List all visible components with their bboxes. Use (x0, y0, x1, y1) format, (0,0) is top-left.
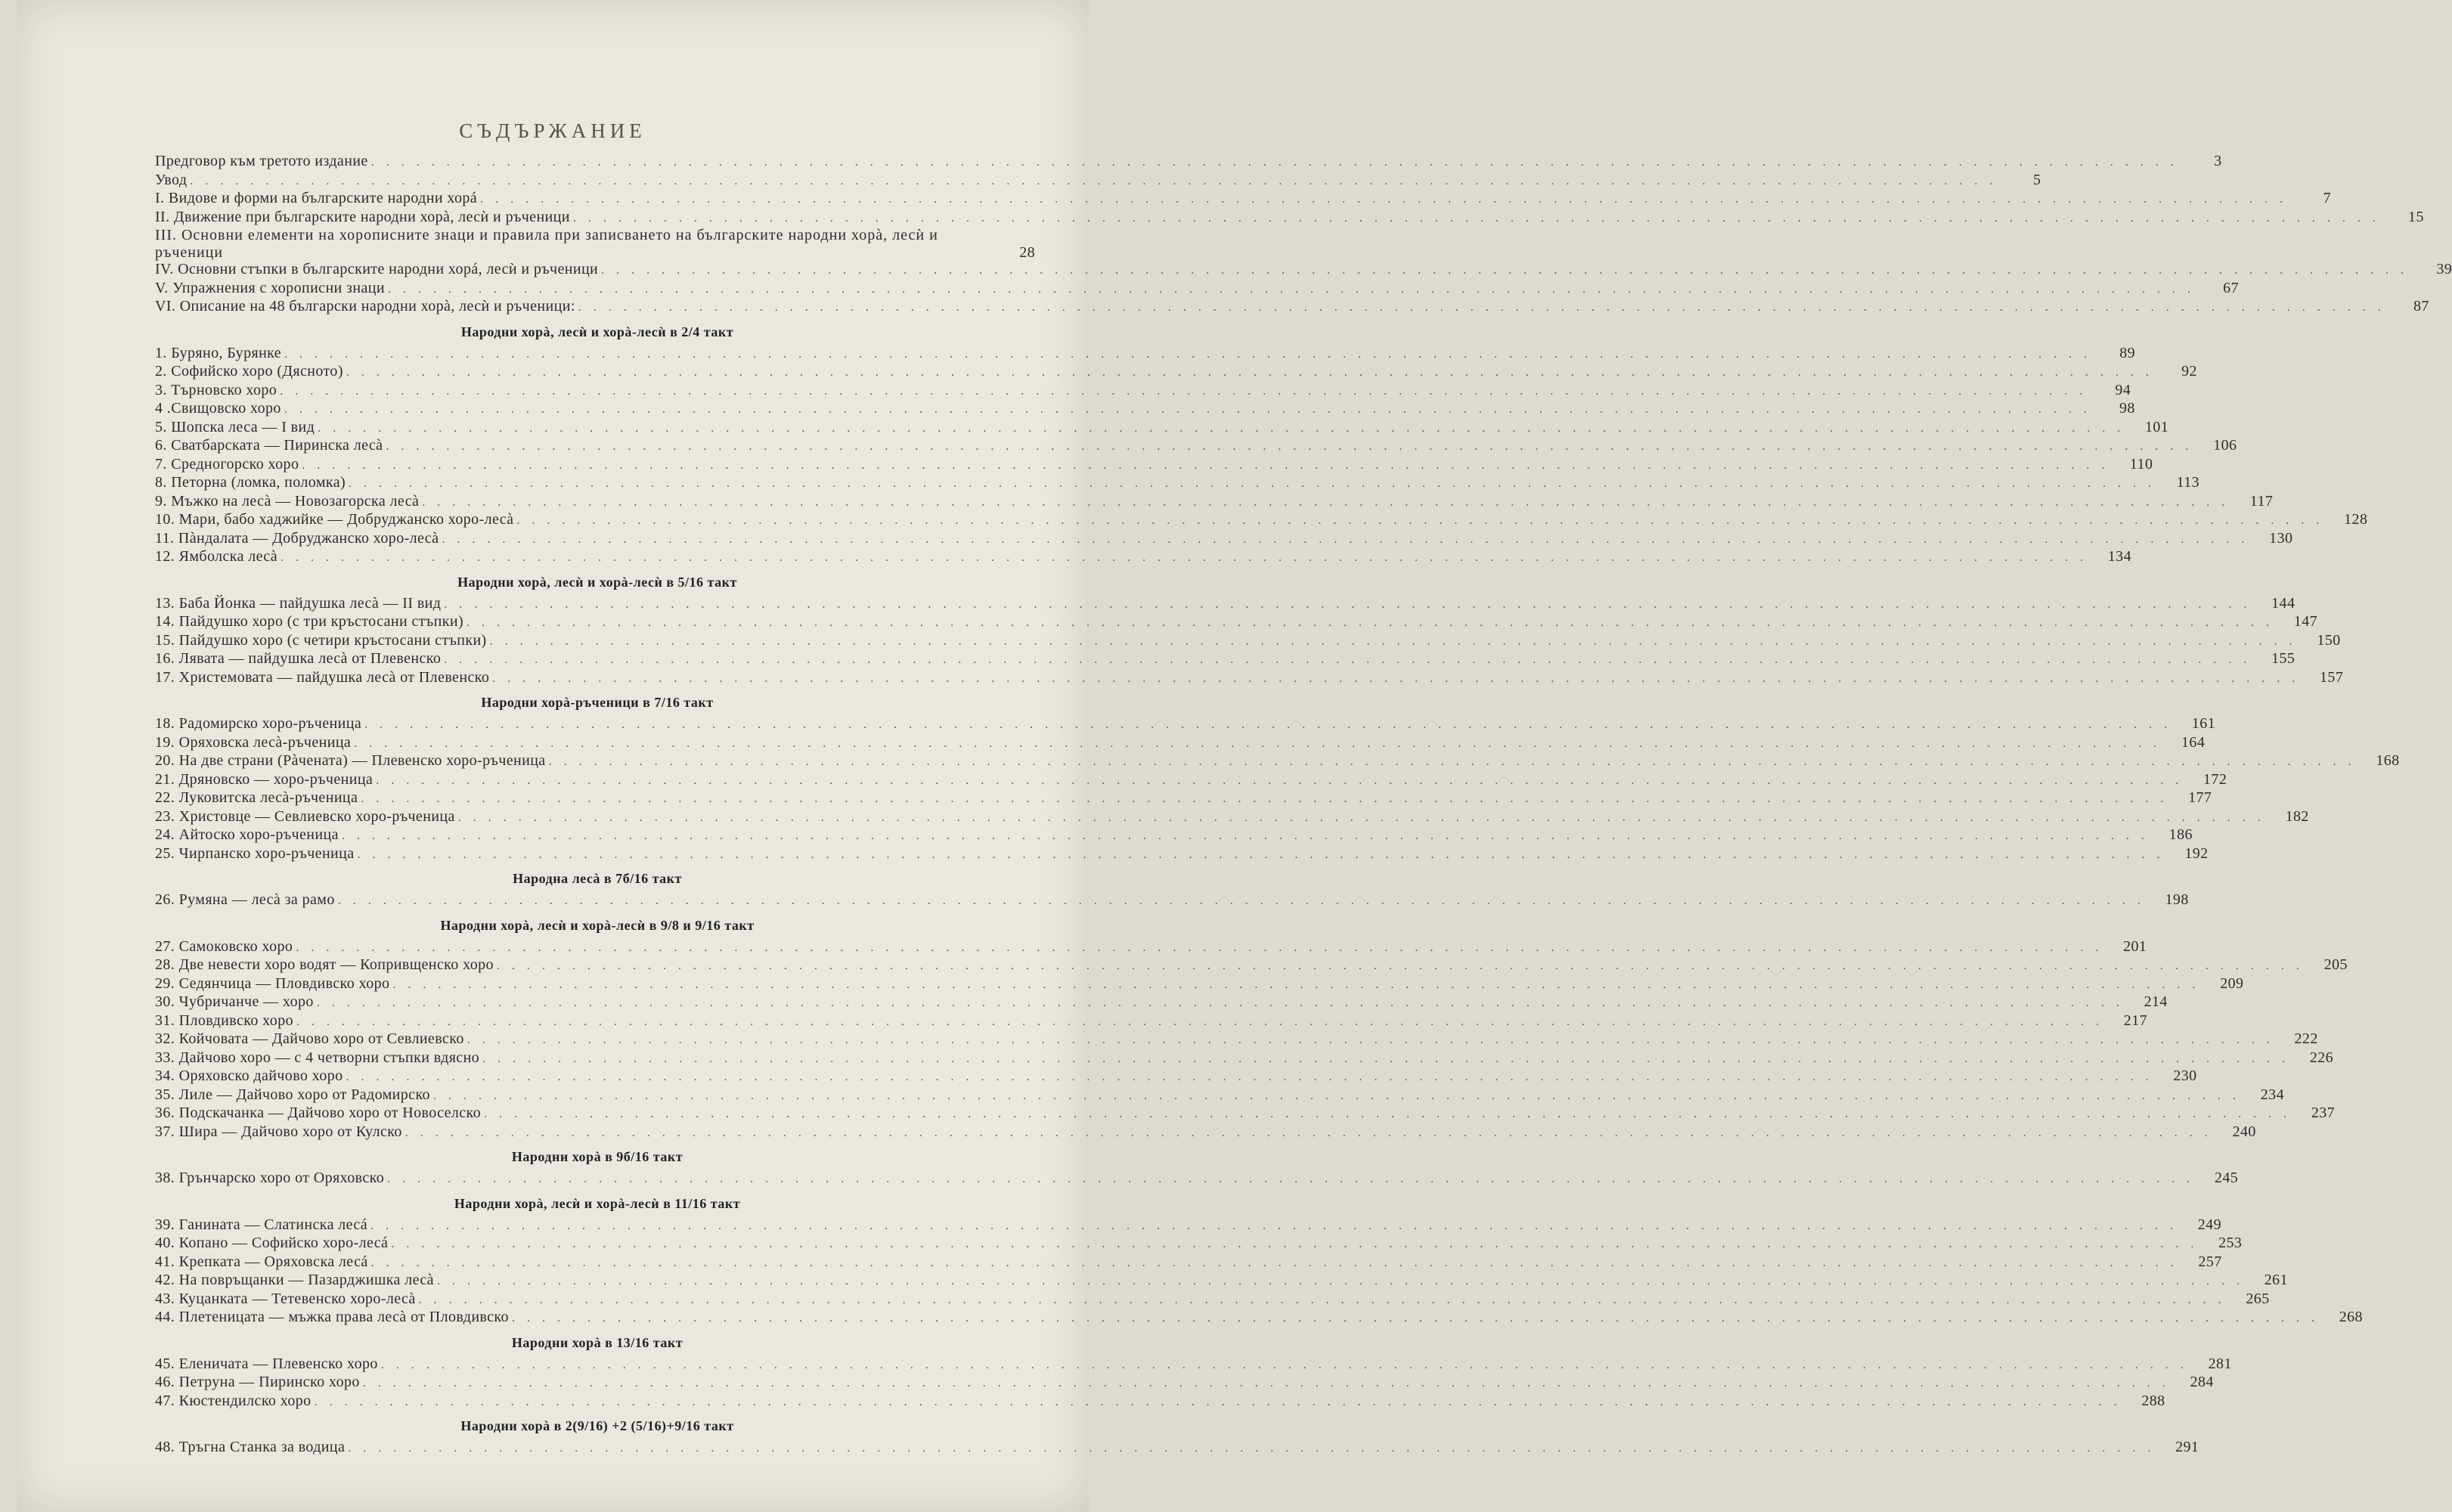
toc-entry-title: 48. Тръгна Станка за водица (155, 1439, 346, 1455)
dot-leader: . . . . . . . . . . . . . . . . . . . . . . . . . . . . . . . . . . . . . . . . . . . . . . . . . . . . . . . . . . . . . . . . . . . . . . . . . . . . . . . . . . . . . . . . . . . . . . . . . . . . . . . . . . . . . . . . . . . . . . . . (337, 894, 2145, 907)
toc-entry (155, 752, 2400, 771)
toc-entry (155, 511, 2368, 530)
toc-entry-title: 42. На повръщанки — Пазарджишка лесà (155, 1272, 434, 1288)
toc-entry (155, 261, 2452, 280)
toc-entry-title: 19. Оряховска лесà-ръченица (155, 733, 352, 751)
toc-entry-page: 110 (2129, 455, 2153, 472)
toc-entry-title: 15. Пайдушко хоро (с четири кръстосани стъпки) (155, 631, 487, 649)
dot-leader: . . . . . . . . . . . . . . . . . . . . . . . . . . . . . . . . . . . . . . . . . . . . . . . . . . . . . . . . . . . . . . . . . . . . . . . . . . . . . . . . . . . . . . . . . . . . . . . . . . . . . . . . . . . . . . . . . . . . . . . . (418, 1293, 2226, 1306)
toc-entry-page: 128 (2344, 511, 2368, 528)
dot-leader: . . . . . . . . . . . . . . . . . . . . . . . . . . . . . . . . . . . . . . . . . . . . . . . . . . . . . . . . . . . . . . . . . . . . . . . . . . . . . . . . . . . . . . . . . . . . . . . . . . . . . . . . . . . . . . . . . . . . . . . . (341, 829, 2149, 842)
toc-entry-page: 161 (2191, 715, 2216, 732)
toc-entry-title: 27. Самоковско хоро (155, 937, 293, 955)
toc-entry-page: 92 (2181, 363, 2197, 380)
dot-leader: . . . . . . . . . . . . . . . . . . . . . . . . . . . . . . . . . . . . . . . . . . . . . . . . . . . . . . . . . . . . . . . . . . . . . . . . . . . . . . . . . . . . . . . . . . . . . . . . . . . . . . . . . . . . . . . . . . . . . . . . (190, 174, 1998, 187)
dot-leader: . . . . . . . . . . . . . . . . . . . . . . . . . . . . . . . . . . . . . . . . . . . . . . . . . . . . . . . . . . . . . . . . . . . . . . . . . . . . . . . . . . . . . . . . . . . . . . . . . . . . . . . . . . . . . . . . . . . . . . . . (361, 792, 2168, 805)
toc-entry-title: III. Основни елементи на хорописните знаци и правила при записването на българските народни хорà, лесѝ и ръченици (155, 227, 938, 261)
dot-leader: . . . . . . . . . . . . . . . . . . . . . . . . . . . . . . . . . . . . . . . . . . . . . . . . . . . . . . . . . . . . . . . . . . . . . . . . . . . . . . . . . . . . . . . . . . . . . . . . . . . . . . . . . . . . . . . . . . . . . . . . (432, 1089, 2240, 1102)
toc-entry-page: 67 (2223, 279, 2239, 296)
toc-entry-title: Предговор към третото издание (155, 153, 368, 169)
toc-entry-title: 10. Мари, бабо хаджийке — Добруджанско хоро-лесà (155, 511, 514, 528)
section-heading: Народни хорà-ръченици в 7/16 такт (481, 695, 714, 710)
toc-entry-title: 14. Пайдушко хоро (с три кръстосани стъпки) (155, 613, 464, 630)
toc-entry (155, 1170, 2239, 1188)
dot-leader: . . . . . . . . . . . . . . . . . . . . . . . . . . . . . . . . . . . . . . . . . . . . . . . . . . . . . . . . . . . . . . . . . . . . . . . . . . . . . . . . . . . . . . . . . . . . . . . . . . . . . . . . . . . . . . . . . . . . . . . . (482, 1052, 2290, 1065)
toc-entry-title: 37. Шира — Дайчово хоро от Кулско (155, 1123, 402, 1140)
toc-entry (155, 437, 2237, 456)
toc-entry-title: 7. Средногорско хоро (155, 455, 299, 472)
toc-entry-title: V. Упражнения с хорописни знаци (155, 279, 385, 296)
toc-entry (155, 594, 2295, 614)
toc-entry-page: 240 (2232, 1123, 2256, 1140)
toc-entry (155, 279, 2239, 299)
toc-entry-page: 192 (2184, 844, 2209, 862)
toc-entry-title: 22. Луковитска лесà-ръченица (155, 789, 358, 806)
dot-leader: . . . . . . . . . . . . . . . . . . . . . . . . . . . . . . . . . . . . . . . . . . . . . . . . . . . . . . . . . . . . . . . . . . . . . . . . . . . . . . . . . . . . . . . . . . . . . . . . . . . . . . . . . . . . . . . . . . . . . . . . (376, 773, 2184, 787)
toc-entry (155, 807, 2309, 827)
toc-entry (155, 381, 2131, 401)
toc-entry-title: 24. Айтоско хоро-ръченица (155, 826, 339, 843)
toc-entry (155, 826, 2193, 845)
toc-entry-title: 3. Търновско хоро (155, 381, 277, 398)
toc-entry (155, 455, 2153, 475)
toc-entry-page: 281 (2208, 1355, 2232, 1372)
toc-entry-page: 144 (2271, 594, 2295, 612)
toc-entry-page: 230 (2173, 1067, 2197, 1084)
toc-entry-page: 245 (2214, 1170, 2239, 1186)
toc-entry (155, 993, 2168, 1012)
section-heading: Народни хорà, лесѝ и хорà-лесѝ в 2/4 такт (460, 324, 734, 339)
dot-leader: . . . . . . . . . . . . . . . . . . . . . . . . . . . . . . . . . . . . . . . . . . . . . . . . . . . . . . . . . . . . . . . . . . . . . . . . . . . . . . . . . . . . . . . . . . . . . . . . . . . . . . . . . . . . . . . . . . . . . . . . (357, 847, 2165, 861)
toc-entry (155, 1272, 2288, 1290)
dot-leader: . . . . . . . . . . . . . . . . . . . . . . . . . . . . . . . . . . . . . . . . . . . . . . . . . . . . . . . . . . . . . . . . . . . . . . . . . . . . . . . . . . . . . . . . . . . . . . . . . . . . . . . . . . . . . . . . . . . . . . . . (354, 736, 2162, 750)
toc-entry-page: 234 (2260, 1086, 2284, 1103)
toc-entry-page: 7 (2323, 190, 2332, 206)
dot-leader: . . . . . . . . . . . . . . . . . . . . . . . . . . . . . . . . . . . . . . . . . . . . . . . . . . . . . . . . . . . . . . . . . . . . . . . . . . . . . . . . . . . . . . . . . . . . . . . . . . . . . . . . . . . . . . . . . . . . . . . . (457, 810, 2265, 824)
dot-leader: . . . . . . . . . . . . . . . . . . . . . . . . . . . . . . . . . . . . . . . . . . . . . . . . . . . . . . . . . . . . . . . . . . . . . . . . . . . . . . . . . . . . . . . . . . . . . . . . . . . . . . . . . . . . . . . . . . . . . . . . (370, 1219, 2178, 1232)
toc-entry-title: 4 .Свищовско хоро (155, 400, 281, 417)
toc-entry-page: 237 (2311, 1105, 2336, 1121)
toc-entry-page: 87 (2413, 298, 2429, 314)
dot-leader: . . . . . . . . . . . . . . . . . . . . . . . . . . . . . . . . . . . . . . . . . . . . . . . . . . . . . . . . . . . . . . . . . . . . . . . . . . . . . . . . . . . . . . . . . . . . . . . . . . . . . . . . . . . . . . . . . . . . . . . . (484, 1108, 2292, 1120)
toc-entry-page: 284 (2190, 1374, 2214, 1390)
toc-entry (155, 650, 2295, 669)
toc-entry-title: I. Видове и форми на българските народни хорá (155, 190, 478, 206)
dot-leader: . . . . . . . . . . . . . . . . . . . . . . . . . . . . . . . . . . . . . . . . . . . . . . . . . . . . . . . . . . . . . . . . . . . . . . . . . . . . . . . . . . . . . . . . . . . . . . . . . . . . . . . . . . . . . . . . . . . . . . . . (422, 495, 2230, 509)
dot-leader: . . . . . . . . . . . . . . . . . . . . . . . . . . . . . . . . . . . . . . . . . . . . . . . . . . . . . . . . . . . . . . . . . . . . . . . . . . . . . . . . . . . . . . . . . . . . . . . . . . . . . . . . . . . . . . . . . . . . . . . . (380, 1358, 2188, 1371)
dot-leader: . . . . . . . . . . . . . . . . . . . . . . . . . . . . . . . . . . . . . . . . . . . . . . . . . . . . . . . . . . . . . . . . . . . . . . . . . . . . . . . . . . . . . . . . . . . . . . . . . . . . . . . . . . . . . . . . . . . . . . . . (467, 1033, 2274, 1046)
toc-entry (155, 1012, 2147, 1031)
toc-entry (155, 474, 2200, 493)
toc-entry (155, 733, 2206, 753)
toc-entry (155, 492, 2274, 512)
dot-leader: . . . . . . . . . . . . . . . . . . . . . . . . . . . . . . . . . . . . . . . . . . . . . . . . . . . . . . . . . . . . . . . . . . . . . . . . . . . . . . . . . . . . . . . . . . . . . . . . . . . . . . . . . . . . . . . . . . . . . . . . (444, 597, 2252, 611)
toc-entry-page: 98 (2119, 400, 2135, 417)
toc-entry-title: 23. Христовце — Севлиевско хоро-ръченица (155, 807, 455, 825)
toc-entry (155, 208, 2424, 228)
toc-entry-title: 33. Дайчово хоро — с 4 четворни стъпки вдясно (155, 1049, 480, 1066)
toc-entry (155, 153, 2222, 172)
toc-entry-title: 2. Софийско хоро (Дясното) (155, 363, 343, 380)
toc-entry-page: 253 (2218, 1235, 2243, 1251)
dot-leader: . . . . . . . . . . . . . . . . . . . . . . . . . . . . . . . . . . . . . . . . . . . . . . . . . . . . . . . . . . . . . . . . . . . . . . . . . . . . . . . . . . . . . . . . . . . . . . . . . . . . . . . . . . . . . . . . . . . . . . . . (280, 384, 2088, 398)
toc-entry-page: 130 (2269, 529, 2293, 547)
toc-entry (155, 1309, 2363, 1328)
dot-leader: . . . . . . . . . . . . . . . . . . . . . . . . . . . . . . . . . . . . . . . . . . . . . . . . . . . . . . . . . . . . . . . . . . . . . . . . . . . . . . . . . . . . . . . . . . . . . . . . . . . . . . . . . . . . . . . . . . . . . . . . (511, 1312, 2319, 1325)
toc-entry-title: 34. Оряховско дайчово хоро (155, 1067, 343, 1084)
toc-entry-page: 201 (2123, 937, 2147, 955)
toc-entry-title: 36. Подскачанка — Дайчово хоро от Новоселско (155, 1105, 482, 1121)
toc-entry-title: VI. Описание на 48 български народни хорà, лесѝ и ръченици: (155, 298, 575, 314)
toc-entry-page: 182 (2285, 807, 2309, 825)
toc-entry-page: 198 (2165, 891, 2189, 908)
toc-entry-title: 35. Лиле — Дайчово хоро от Радомирско (155, 1086, 430, 1103)
toc-entry-page: 89 (2119, 344, 2136, 361)
toc-entry-title: 41. Крепката — Оряховска лесá (155, 1253, 368, 1270)
toc-entry (155, 891, 2189, 910)
toc-entry-title: 9. Мъжко на лесà — Новозагорска лесà (155, 492, 420, 510)
dot-leader: . . . . . . . . . . . . . . . . . . . . . . . . . . . . . . . . . . . . . . . . . . . . . . . . . . . . . . . . . . . . . . . . . . . . . . . . . . . . . . . . . . . . . . . . . . . . . . . . . . . . . . . . . . . . . . . . . . . . . . . . (444, 653, 2252, 666)
toc-entry-title: 8. Петорна (ломка, поломка) (155, 474, 346, 491)
toc-entry-title: 17. Христемовата — пайдушка лесà от Плевенско (155, 668, 490, 686)
toc-entry (155, 363, 2197, 382)
toc-entry (155, 844, 2209, 864)
dot-leader: . . . . . . . . . . . . . . . . . . . . . . . . . . . . . . . . . . . . . . . . . . . . . . . . . . . . . . . . . . . . . . . . . . . . . . . . . . . . . . . . . . . . . . . . . . . . . . . . . . . . . . . . . . . . . . . . . . . . . . . . (405, 1126, 2212, 1139)
toc-entry-page: 5 (2033, 171, 2041, 188)
section-heading: Народни хорà в 9б/16 такт (511, 1149, 684, 1164)
toc-entry-title: 30. Чубричанче — хоро (155, 993, 314, 1010)
toc-entry (155, 418, 2169, 438)
dot-leader: . . . . . . . . . . . . . . . . . . . . . . . . . . . . . . . . . . . . . . . . . . . . . . . . . . . . . . . . . . . . . . . . . . . . . . . . . . . . . . . . . . . . . . . . . . . . . . . . . . . . . . . . . . . . . . . . . . . . . . . . (284, 403, 2091, 416)
toc-entry-title: 38. Грънчарско хоро от Оряховско (155, 1170, 385, 1186)
toc-entry-page: 265 (2246, 1290, 2270, 1307)
dot-leader: . . . . . . . . . . . . . . . . . . . . . . . . . . . . . . . . . . . . . . . . . . . . . . . . . . . . . . . . . . . . . . . . . . . . . . . . . . . . . . . . . . . . . . . . . . . . . . . . . . . . . . . . . . . . . . . . . . . . . . . . (467, 616, 2274, 629)
toc-entry-page: 134 (2107, 548, 2131, 565)
toc-entry-title: 13. Баба Йонка — пайдушка лесà — II вид (155, 594, 442, 612)
dot-leader: . . . . . . . . . . . . . . . . . . . . . . . . . . . . . . . . . . . . . . . . . . . . . . . . . . . . . . . . . . . . . . . . . . . . . . . . . . . . . . . . . . . . . . . . . . . . . . . . . . . . . . . . . . . . . . . . . . . . . . . . (492, 671, 2300, 685)
toc-entry-page: 268 (2339, 1309, 2363, 1325)
toc-entry (155, 1086, 2284, 1105)
toc-entry-title: 45. Еленичата — Плевенско хоро (155, 1355, 378, 1372)
toc-entry-title: IV. Основни стъпки в българските народни хорá, лесѝ и ръченици (155, 261, 599, 277)
toc-entry (155, 298, 2429, 317)
section-heading: Народни хорà, лесѝ и хорà-лесѝ в 5/16 такт (457, 574, 737, 590)
dot-leader: . . . . . . . . . . . . . . . . . . . . . . . . . . . . . . . . . . . . . . . . . . . . . . . . . . . . . . . . . . . . . . . . . . . . . . . . . . . . . . . . . . . . . . . . . . . . . . . . . . . . . . . . . . . . . . . . . . . . . . . . (392, 978, 2200, 991)
toc-entry (155, 770, 2227, 790)
toc-entry-page: 222 (2294, 1030, 2318, 1047)
section-heading: Народни хорà в 2(9/16) +2 (5/16)+9/16 такт (460, 1418, 734, 1433)
dot-leader: . . . . . . . . . . . . . . . . . . . . . . . . . . . . . . . . . . . . . . . . . . . . . . . . . . . . . . . . . . . . . . . . . . . . . . . . . . . . . . . . . . . . . . . . . . . . . . . . . . . . . . . . . . . . . . . . . . . . . . . . (296, 1015, 2103, 1028)
toc-entry-page: 3 (2214, 153, 2222, 169)
toc-entry (155, 529, 2293, 549)
toc-entry-title: 12. Ямболска лесà (155, 548, 277, 565)
dot-leader: . . . . . . . . . . . . . . . . . . . . . . . . . . . . . . . . . . . . . . . . . . . . . . . . . . . . . . . . . . . . . . . . . . . . . . . . . . . . . . . . . . . . . . . . . . . . . . . . . . . . . . . . . . . . . . . . . . . . . . . . (489, 634, 2297, 648)
dot-leader: . . . . . . . . . . . . . . . . . . . . . . . . . . . . . . . . . . . . . . . . . . . . . . . . . . . . . . . . . . . . . . . . . . . . . . . . . . . . . . . . . . . . . . . . . . . . . . . . . . . . . . . . . . . . . . . . . . . . . . . . (349, 477, 2156, 490)
dot-leader: . . . . . . . . . . . . . . . . . . . . . . . . . . . . . . . . . . . . . . . . . . . . . . . . . . . . . . . . . . . . . . . . . . . . . . . . . . . . . . . . . . . . . . . . . . . . . . . . . . . . . . . . . . . . . . . . . . . . . . . . (387, 282, 2195, 296)
dot-leader: . . . . . . . . . . . . . . . . . . . . . . . . . . . . . . . . . . . . . . . . . . . . . . . . . . . . . . . . . . . . . . . . . . . . . . . . . . . . . . . . . . . . . . . . . . . . . . . . . . . . . . . . . . . . . . . . . . . . . . . . (296, 940, 2103, 954)
dot-leader: . . . . . . . . . . . . . . . . . . . . . . . . . . . . . . . . . . . . . . . . . . . . . . . . . . . . . . . . . . . . . . . . . . . . . . . . . . . . . . . . . . . . . . . . . . . . . . . . . . . . . . . . . . . . . . . . . . . . . . . . (516, 514, 2324, 527)
toc-entry-page: 291 (2175, 1439, 2199, 1455)
dot-leader: . . . . . . . . . . . . . . . . . . . . . . . . . . . . . . . . . . . . . . . . . . . . . . . . . . . . . . . . . . . . . . . . . . . . . . . . . . . . . . . . . . . . . . . . . . . . . . . . . . . . . . . . . . . . . . . . . . . . . . . . (370, 1256, 2178, 1269)
toc-entry-title: 29. Седянчица — Пловдивско хоро (155, 974, 390, 992)
toc-entry-title: II. Движение при българските народни хорà, лесѝ и ръченици (155, 208, 570, 225)
dot-leader: . . . . . . . . . . . . . . . . . . . . . . . . . . . . . . . . . . . . . . . . . . . . . . . . . . . . . . . . . . . . . . . . . . . . . . . . . . . . . . . . . . . . . . . . . . . . . . . . . . . . . . . . . . . . . . . . . . . . . . . . (442, 532, 2249, 546)
toc-entry (155, 1123, 2256, 1142)
table-of-contents (155, 153, 2452, 1458)
toc-entry-title: 5. Шопска леса — I вид (155, 418, 315, 435)
dot-leader: . . . . . . . . . . . . . . . . . . . . . . . . . . . . . . . . . . . . . . . . . . . . . . . . . . . . . . . . . . . . . . . . . . . . . . . . . . . . . . . . . . . . . . . . . . . . . . . . . . . . . . . . . . . . . . . . . . . . . . . . (496, 959, 2304, 972)
toc-entry-page: 261 (2264, 1272, 2288, 1288)
toc-entry-page: 15 (2408, 208, 2424, 225)
toc-entry-title: 31. Пловдивско хоро (155, 1012, 293, 1029)
toc-entry-page: 249 (2197, 1216, 2221, 1233)
dot-leader: . . . . . . . . . . . . . . . . . . . . . . . . . . . . . . . . . . . . . . . . . . . . . . . . . . . . . . . . . . . . . . . . . . . . . . . . . . . . . . . . . . . . . . . . . . . . . . . . . . . . . . . . . . . . . . . . . . . . . . . . (387, 1173, 2195, 1185)
toc-entry (155, 956, 2348, 975)
toc-entry (155, 1105, 2336, 1123)
toc-entry-page: 186 (2168, 826, 2193, 843)
toc-entry-page: 217 (2123, 1012, 2147, 1029)
toc-entry-page: 226 (2309, 1049, 2334, 1066)
toc-entry-page: 209 (2220, 974, 2244, 992)
toc-entry-page: 177 (2188, 789, 2212, 806)
toc-entry (155, 171, 2041, 191)
toc-entry-title: Увод (155, 171, 188, 188)
dot-leader: . . . . . . . . . . . . . . . . . . . . . . . . . . . . . . . . . . . . . . . . . . . . . . . . . . . . . . . . . . . . . . . . . . . . . . . . . . . . . . . . . . . . . . . . . . . . . . . . . . . . . . . . . . . . . . . . . . . . . . . . (391, 1238, 2199, 1250)
toc-entry-title: 16. Лявата — пайдушка лесà от Плевенско (155, 650, 442, 667)
toc-entry-page: 117 (2249, 492, 2274, 510)
toc-entry (155, 1290, 2270, 1309)
toc-entry-page: 214 (2144, 993, 2168, 1010)
toc-entry (155, 668, 2344, 688)
toc-entry (155, 937, 2147, 957)
dot-leader: . . . . . . . . . . . . . . . . . . . . . . . . . . . . . . . . . . . . . . . . . . . . . . . . . . . . . . . . . . . . . . . . . . . . . . . . . . . . . . . . . . . . . . . . . . . . . . . . . . . . . . . . . . . . . . . . . . . . . . . . (302, 458, 2109, 472)
toc-entry-page: 113 (2176, 474, 2200, 491)
toc-entry (155, 400, 2135, 419)
toc-entry-title: 25. Чирпанско хоро-ръченица (155, 844, 355, 862)
toc-entry (155, 1355, 2232, 1374)
book-page (17, 0, 2452, 1512)
toc-entry (155, 631, 2341, 651)
toc-entry (155, 613, 2318, 632)
dot-leader: . . . . . . . . . . . . . . . . . . . . . . . . . . . . . . . . . . . . . . . . . . . . . . . . . . . . . . . . . . . . . . . . . . . . . . . . . . . . . . . . . . . . . . . . . . . . . . . . . . . . . . . . . . . . . . . . . . . . . . . . (316, 996, 2124, 1009)
toc-entry (155, 1392, 2165, 1411)
dot-leader: . . . . . . . . . . . . . . . . . . . . . . . . . . . . . . . . . . . . . . . . . . . . . . . . . . . . . . . . . . . . . . . . . . . . . . . . . . . . . . . . . . . . . . . . . . . . . . . . . . . . . . . . . . . . . . . . . . . . . . . . (348, 1442, 2156, 1455)
dot-leader: . . . . . . . . . . . . . . . . . . . . . . . . . . . . . . . . . . . . . . . . . . . . . . . . . . . . . . . . . . . . . . . . . . . . . . . . . . . . . . . . . . . . . . . . . . . . . . . . . . . . . . . . . . . . . . . . . . . . . . . . (318, 421, 2125, 435)
page-title: СЪДЪРЖАНИЕ (459, 119, 646, 142)
dot-leader: . . . . . . . . . . . . . . . . . . . . . . . . . . . . . . . . . . . . . . . . . . . . . . . . . . . . . . . . . . . . . . . . . . . . . . . . . . . . . . . . . . . . . . . . . . . . . . . . . . . . . . . . . . . . . . . . . . . . . . . . (362, 1377, 2170, 1390)
toc-entry-title: 20. На две страни (Рàчената) — Плевенско хоро-ръченица (155, 752, 546, 769)
section-heading: Народни хорà, лесѝ и хорà-лесѝ в 11/16 такт (454, 1195, 741, 1211)
toc-entry-title: 28. Две невести хоро водят — Копривщенско хоро (155, 956, 494, 973)
toc-entry-title: 44. Плетеницата — мъжка права лесà от Пловдивско (155, 1309, 509, 1325)
toc-entry-page: 164 (2181, 733, 2206, 751)
toc-entry-title: 46. Петруна — Пиринско хоро (155, 1374, 360, 1390)
toc-entry-page: 157 (2320, 668, 2344, 686)
toc-entry-title: 43. Куцанката — Тетевенско хоро-лесà (155, 1290, 416, 1307)
dot-leader: . . . . . . . . . . . . . . . . . . . . . . . . . . . . . . . . . . . . . . . . . . . . . . . . . . . . . . . . . . . . . . . . . . . . . . . . . . . . . . . . . . . . . . . . . . . . . . . . . . . . . . . . . . . . . . . . . . . . . . . . (284, 347, 2092, 361)
toc-entry (155, 344, 2136, 364)
toc-entry-title: 26. Румяна — лесà за рамо (155, 891, 335, 908)
dot-leader: . . . . . . . . . . . . . . . . . . . . . . . . . . . . . . . . . . . . . . . . . . . . . . . . . . . . . . . . . . . . . . . . . . . . . . . . . . . . . . . . . . . . . . . . . . . . . . . . . . . . . . . . . . . . . . . . . . . . . . . . (386, 440, 2193, 453)
toc-entry-title: 6. Сватбарската — Пиринска лесà (155, 437, 383, 454)
toc-entry (155, 1439, 2199, 1458)
dot-leader: . . . . . . . . . . . . . . . . . . . . . . . . . . . . . . . . . . . . . . . . . . . . . . . . . . . . . . . . . . . . . . . . . . . . . . . . . . . . . . . . . . . . . . . . . . . . . . . . . . . . . . . . . . . . . . . . . . . . . . . . (280, 551, 2088, 564)
toc-entry-page: 94 (2115, 381, 2131, 398)
toc-entry (155, 715, 2216, 734)
toc-entry (155, 974, 2244, 994)
section-heading: Народни хорà, лесѝ и хорà-лесѝ в 9/8 и 9/16 такт (440, 917, 755, 933)
toc-entry-title: 47. Кюстендилско хоро (155, 1392, 312, 1409)
dot-leader: . . . . . . . . . . . . . . . . . . . . . . . . . . . . . . . . . . . . . . . . . . . . . . . . . . . . . . . . . . . . . . . . . . . . . . . . . . . . . . . . . . . . . . . . . . . . . . . . . . . . . . . . . . . . . . . . . . . . . . . . (346, 1070, 2153, 1083)
dot-leader: . . . . . . . . . . . . . . . . . . . . . . . . . . . . . . . . . . . . . . . . . . . . . . . . . . . . . . . . . . . . . . . . . . . . . . . . . . . . . . . . . . . . . . . . . . . . . . . . . . . . . . . . . . . . . . . . . . . . . . . . (601, 264, 2409, 277)
toc-entry-page: 155 (2271, 650, 2295, 667)
toc-entry-title: 11. Пàндалата — Добруджанско хоро-лесà (155, 529, 439, 547)
toc-entry (155, 548, 2131, 567)
toc-entry (155, 227, 1040, 261)
toc-entry-page: 172 (2203, 770, 2227, 788)
toc-entry-page: 106 (2213, 437, 2237, 454)
toc-entry-page: 39 (2436, 261, 2452, 277)
toc-entry-page: 101 (2144, 418, 2169, 435)
toc-entry (155, 1216, 2221, 1235)
dot-leader: . . . . . . . . . . . . . . . . . . . . . . . . . . . . . . . . . . . . . . . . . . . . . . . . . . . . . . . . . . . . . . . . . . . . . . . . . . . . . . . . . . . . . . . . . . . . . . . . . . . . . . . . . . . . . . . . . . . . . . . . (480, 193, 2288, 206)
dot-leader: . . . . . . . . . . . . . . . . . . . . . . . . . . . . . . . . . . . . . . . . . . . . . . . . . . . . . . . . . . . . . . . . . . . . . . . . . . . . . . . . . . . . . . . . . . . . . . . . . . . . . . . . . . . . . . . . . . . . . . . . (346, 366, 2153, 379)
toc-entry (155, 1235, 2243, 1253)
toc-entry (155, 1253, 2222, 1272)
toc-entry (155, 1374, 2214, 1393)
dot-leader: . . . . . . . . . . . . . . . . . . . . . . . . . . . . . . . . . . . . . . . . . . . . . . . . . . . . . . . . . . . . . . . . . . . . . . . . . . . . . . . . . . . . . . . . . . . . . . . . . . . . . . . . . . . . . . . . . . . . . . . . (364, 718, 2172, 731)
toc-entry-page: 150 (2317, 631, 2341, 649)
toc-entry-title: 32. Койчовата — Дайчово хоро от Севлиевско (155, 1030, 464, 1047)
dot-leader: . . . . . . . . . . . . . . . . . . . . . . . . . . . . . . . . . . . . . . . . . . . . . . . . . . . . . . . . . . . . . . . . . . . . . . . . . . . . . . . . . . . . . . . . . . . . . . . . . . . . . . . . . . . . . . . . . . . . . . . . (436, 1275, 2244, 1287)
section-heading: Народна лесà в 7б/16 такт (513, 871, 682, 886)
toc-entry-title: 21. Дряновско — хоро-ръченица (155, 770, 374, 788)
toc-entry-title: 39. Ганината — Слатинска лесá (155, 1216, 367, 1233)
toc-entry-page: 205 (2323, 956, 2348, 973)
dot-leader: . . . . . . . . . . . . . . . . . . . . . . . . . . . . . . . . . . . . . . . . . . . . . . . . . . . . . . . . . . . . . . . . . . . . . . . . . . . . . . . . . . . . . . . . . . . . . . . . . . . . . . . . . . . . . . . . . . . . . . . . (578, 301, 2385, 314)
toc-entry (155, 1049, 2334, 1068)
dot-leader: . . . . . . . . . . . . . . . . . . . . . . . . . . . . . . . . . . . . . . . . . . . . . . . . . . . . . . . . . . . . . . . . . . . . . . . . . . . . . . . . . . . . . . . . . . . . . . . . . . . . . . . . . . . . . . . . . . . . . . . . (314, 1395, 2122, 1408)
toc-entry (155, 1067, 2197, 1086)
toc-entry-page: 257 (2198, 1253, 2222, 1270)
section-heading: Народни хорà в 13/16 такт (511, 1334, 684, 1350)
toc-entry-page: 168 (2376, 752, 2400, 769)
toc-entry-page: 288 (2141, 1392, 2165, 1409)
toc-entry (155, 1030, 2318, 1049)
toc-entry-title: 18. Радомирско хоро-ръченица (155, 715, 362, 732)
toc-entry (155, 789, 2212, 808)
toc-entry (155, 190, 2332, 209)
toc-entry-page: 28 (1019, 243, 1035, 261)
toc-entry-page: 147 (2293, 613, 2318, 630)
dot-leader: . . . . . . . . . . . . . . . . . . . . . . . . . . . . . . . . . . . . . . . . . . . . . . . . . . . . . . . . . . . . . . . . . . . . . . . . . . . . . . . . . . . . . . . . . . . . . . . . . . . . . . . . . . . . . . . . . . . . . . . . (370, 156, 2178, 169)
dot-leader: . . . . . . . . . . . . . . . . . . . . . . . . . . . . . . . . . . . . . . . . . . . . . . . . . . . . . . . . . . . . . . . . . . . . . . . . . . . . . . . . . . . . . . . . . . . . . . . . . . . . . . . . . . . . . . . . . . . . . . . . (548, 755, 2356, 768)
toc-entry-title: 1. Буряно, Бурянке (155, 344, 282, 361)
dot-leader: . . . . . . . . . . . . . . . . . . . . . . . . . . . . . . . . . . . . . . . . . . . . . . . . . . . . . . . . . . . . . . . . . . . . . . . . . . . . . . . . . . . . . . . . . . . . . . . . . . . . . . . . . . . . . . . . . . . . . . . . (572, 211, 2380, 225)
toc-entry-title: 40. Копано — Софийско хоро-лесá (155, 1235, 389, 1251)
